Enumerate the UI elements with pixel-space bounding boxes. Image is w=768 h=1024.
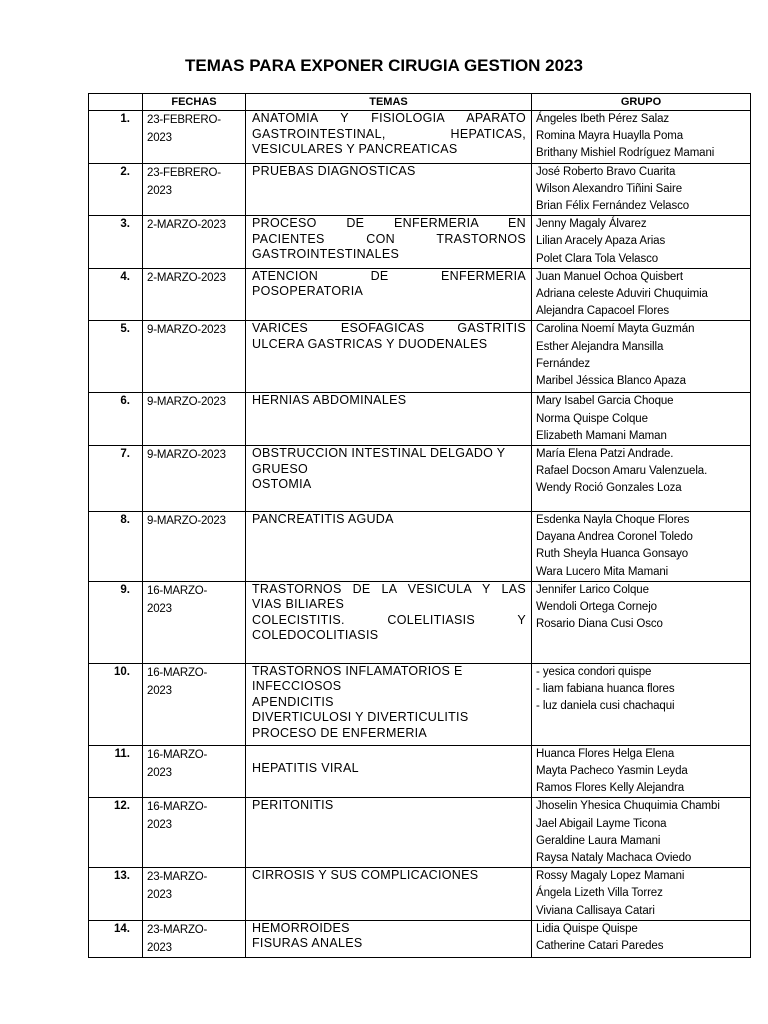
table-row	[89, 321, 751, 393]
group-member: Brithany Mishiel Rodríguez Mamani	[536, 147, 715, 160]
row-date: 23-MARZO- 2023	[143, 920, 246, 957]
row-topic	[246, 111, 532, 164]
topic-line: PACIENTES CON TRASTORNOS	[252, 231, 526, 246]
group-member: - yesica condori quispe	[536, 665, 652, 678]
group-member: Jennifer Larico Colque	[536, 583, 649, 596]
table-row	[89, 111, 751, 164]
group-member: Esther Alejandra Mansilla	[536, 340, 664, 353]
group-member: Lilian Aracely Apaza Arias	[536, 235, 666, 248]
topic-line: DIVERTICULOSI Y DIVERTICULITIS	[252, 710, 469, 725]
row-date: 16-MARZO- 2023	[143, 581, 246, 663]
row-number: 1.	[89, 111, 143, 164]
topic-line: APENDICITIS	[252, 694, 334, 709]
group-member: Huanca Flores Helga Elena	[536, 747, 675, 760]
row-number: 7.	[89, 446, 143, 512]
group-member: Rafael Docson Amaru Valenzuela.	[536, 465, 708, 478]
row-group	[532, 920, 751, 957]
row-number: 5.	[89, 321, 143, 393]
group-member: Brian Félix Fernández Velasco	[536, 200, 690, 213]
topic-line: GASTROINTESTINALES	[252, 247, 400, 262]
row-group	[532, 798, 751, 868]
group-member: Ángela Lizeth Villa Torrez	[536, 887, 663, 900]
header-num	[89, 94, 143, 111]
table-row	[89, 446, 751, 512]
row-topic	[246, 798, 532, 868]
row-group	[532, 745, 751, 798]
group-member: Wendoli Ortega Cornejo	[536, 601, 657, 614]
group-member: Fernández	[536, 357, 591, 370]
row-topic	[246, 393, 532, 446]
schedule-table	[88, 93, 751, 958]
table-row	[89, 798, 751, 868]
group-member: Adriana celeste Aduviri Chuquimia	[536, 288, 708, 301]
row-group	[532, 512, 751, 582]
row-group	[532, 868, 751, 921]
group-member: Ángeles Ibeth Pérez Salaz	[536, 113, 670, 125]
table-row	[89, 920, 751, 957]
row-topic	[246, 745, 532, 798]
group-member: Esdenka Nayla Choque Flores	[536, 514, 690, 527]
topic-line: VIAS BILIARES	[252, 597, 345, 612]
group-member: Romina Mayra Huaylla Poma	[536, 130, 684, 143]
group-member: Wendy Roció Gonzales Loza	[536, 482, 682, 495]
row-topic	[246, 868, 532, 921]
group-member: Lidia Quispe Quispe	[536, 922, 638, 935]
header-temas: TEMAS	[246, 94, 532, 111]
table-row	[89, 663, 751, 745]
topic-line: PRUEBAS DIAGNOSTICAS	[252, 163, 416, 178]
group-member: Raysa Nataly Machaca Oviedo	[536, 852, 692, 865]
row-group	[532, 321, 751, 393]
row-number: 12.	[89, 798, 143, 868]
topic-line: PANCREATITIS AGUDA	[252, 512, 394, 527]
group-member: Polet Clara Tola Velasco	[536, 252, 659, 265]
topic-line: FISURAS ANALES	[252, 936, 363, 951]
table-row	[89, 745, 751, 798]
group-member: Rossy Magaly Lopez Mamani	[536, 870, 685, 883]
row-topic	[246, 581, 532, 663]
row-date: 9-MARZO-2023	[143, 512, 246, 582]
group-member: Jhoselin Yhesica Chuquimia Chambi	[536, 800, 720, 813]
row-topic	[246, 163, 532, 216]
topic-line: VARICES ESOFAGICAS GASTRITIS	[252, 321, 526, 336]
row-topic	[246, 446, 532, 512]
topic-line: TRASTORNOS DE LA VESICULA Y LAS	[252, 581, 526, 596]
group-member: Catherine Catari Paredes	[536, 940, 664, 953]
group-member: Alejandra Capacoel Flores	[536, 305, 670, 318]
group-member: Mary Isabel Garcia Choque	[536, 395, 674, 408]
row-group	[532, 393, 751, 446]
group-member: Wilson Alexandro Tiñini Saire	[536, 182, 683, 195]
row-group	[532, 663, 751, 745]
topic-line: ULCERA GASTRICAS Y DUODENALES	[252, 336, 488, 351]
topic-line: ANATOMIA Y FISIOLOGIA APARATO	[252, 111, 526, 125]
row-number: 13.	[89, 868, 143, 921]
table-row	[89, 868, 751, 921]
group-member: Geraldine Laura Mamani	[536, 834, 661, 847]
row-number: 4.	[89, 268, 143, 321]
group-member: Ramos Flores Kelly Alejandra	[536, 782, 685, 795]
topic-line: COLEDOCOLITIASIS	[252, 628, 379, 643]
row-group	[532, 446, 751, 512]
row-topic	[246, 512, 532, 582]
row-topic	[246, 321, 532, 393]
group-member: Carolina Noemí Mayta Guzmán	[536, 323, 695, 336]
row-number: 3.	[89, 216, 143, 269]
row-date: 2-MARZO-2023	[143, 216, 246, 269]
row-date: 16-MARZO- 2023	[143, 745, 246, 798]
header-fechas: FECHAS	[143, 94, 246, 111]
topic-line: INFECCIOSOS	[252, 679, 342, 694]
group-member: Jael Abigail Layme Ticona	[536, 817, 667, 830]
table-row	[89, 268, 751, 321]
header-grupo: GRUPO	[532, 94, 751, 111]
row-topic	[246, 920, 532, 957]
row-number: 2.	[89, 163, 143, 216]
topic-line: HEPATITIS VIRAL	[252, 761, 359, 776]
document-title: TEMAS PARA EXPONER CIRUGIA GESTION 2023	[185, 56, 583, 75]
row-date: 16-MARZO- 2023	[143, 663, 246, 745]
topic-line: POSOPERATORIA	[252, 284, 364, 299]
topic-line: VESICULARES Y PANCREATICAS	[252, 142, 458, 156]
topic-line: GRUESO	[252, 461, 308, 476]
row-topic	[246, 268, 532, 321]
row-topic	[246, 663, 532, 745]
row-group	[532, 581, 751, 663]
topic-line: CIRROSIS Y SUS COMPLICACIONES	[252, 868, 479, 883]
topic-line: PERITONITIS	[252, 798, 334, 813]
group-member: Maribel Jéssica Blanco Apaza	[536, 375, 686, 388]
row-group	[532, 268, 751, 321]
topic-line: HEMORROIDES	[252, 920, 350, 935]
group-member: Norma Quispe Colque	[536, 412, 648, 425]
topic-line: PROCESO DE ENFERMERIA	[252, 725, 428, 740]
row-date: 23-FEBRERO- 2023	[143, 111, 246, 164]
row-group	[532, 111, 751, 164]
row-date: 2-MARZO-2023	[143, 268, 246, 321]
row-topic	[246, 216, 532, 269]
row-date: 23-FEBRERO- 2023	[143, 163, 246, 216]
row-group	[532, 163, 751, 216]
row-number: 11.	[89, 745, 143, 798]
group-member: Viviana Callisaya Catari	[536, 904, 655, 917]
table-header-row	[89, 94, 751, 111]
group-member: - luz daniela cusi chachaqui	[536, 700, 675, 713]
row-number: 9.	[89, 581, 143, 663]
topic-line: PROCESO DE ENFERMERIA EN	[252, 216, 526, 231]
row-date: 16-MARZO- 2023	[143, 798, 246, 868]
topic-line: TRASTORNOS INFLAMATORIOS E	[252, 663, 463, 678]
row-date: 23-MARZO- 2023	[143, 868, 246, 921]
group-member: Wara Lucero Mita Mamani	[536, 565, 669, 578]
row-number: 8.	[89, 512, 143, 582]
group-member: Dayana Andrea Coronel Toledo	[536, 531, 693, 544]
row-date: 9-MARZO-2023	[143, 321, 246, 393]
row-number: 14.	[89, 920, 143, 957]
row-number: 10.	[89, 663, 143, 745]
topic-line: OBSTRUCCION INTESTINAL DELGADO Y	[252, 446, 506, 461]
topic-line	[252, 746, 526, 762]
table-row	[89, 163, 751, 216]
group-member: Mayta Pacheco Yasmin Leyda	[536, 765, 688, 778]
group-member: Juan Manuel Ochoa Quisbert	[536, 270, 683, 283]
row-number: 6.	[89, 393, 143, 446]
group-member: Rosario Diana Cusi Osco	[536, 618, 663, 631]
table-body	[89, 111, 751, 958]
topic-line: COLECISTITIS. COLELITIASIS Y	[252, 612, 526, 627]
topic-line: ATENCION DE ENFERMERIA	[252, 268, 526, 283]
group-member: Ruth Sheyla Huanca Gonsayo	[536, 548, 689, 561]
topic-line: OSTOMIA	[252, 477, 312, 492]
row-group	[532, 216, 751, 269]
table-row	[89, 216, 751, 269]
group-member: - liam fabiana huanca flores	[536, 683, 675, 696]
group-member: Elizabeth Mamani Maman	[536, 429, 667, 442]
group-member: Jenny Magaly Álvarez	[536, 218, 647, 231]
row-date: 9-MARZO-2023	[143, 446, 246, 512]
topic-line: GASTROINTESTINAL, HEPATICAS,	[252, 126, 526, 141]
table-row	[89, 512, 751, 582]
table-row	[89, 581, 751, 663]
group-member: María Elena Patzi Andrade.	[536, 448, 674, 461]
table-row	[89, 393, 751, 446]
row-date: 9-MARZO-2023	[143, 393, 246, 446]
group-member: José Roberto Bravo Cuarita	[536, 165, 676, 178]
topic-line: HERNIAS ABDOMINALES	[252, 393, 407, 408]
